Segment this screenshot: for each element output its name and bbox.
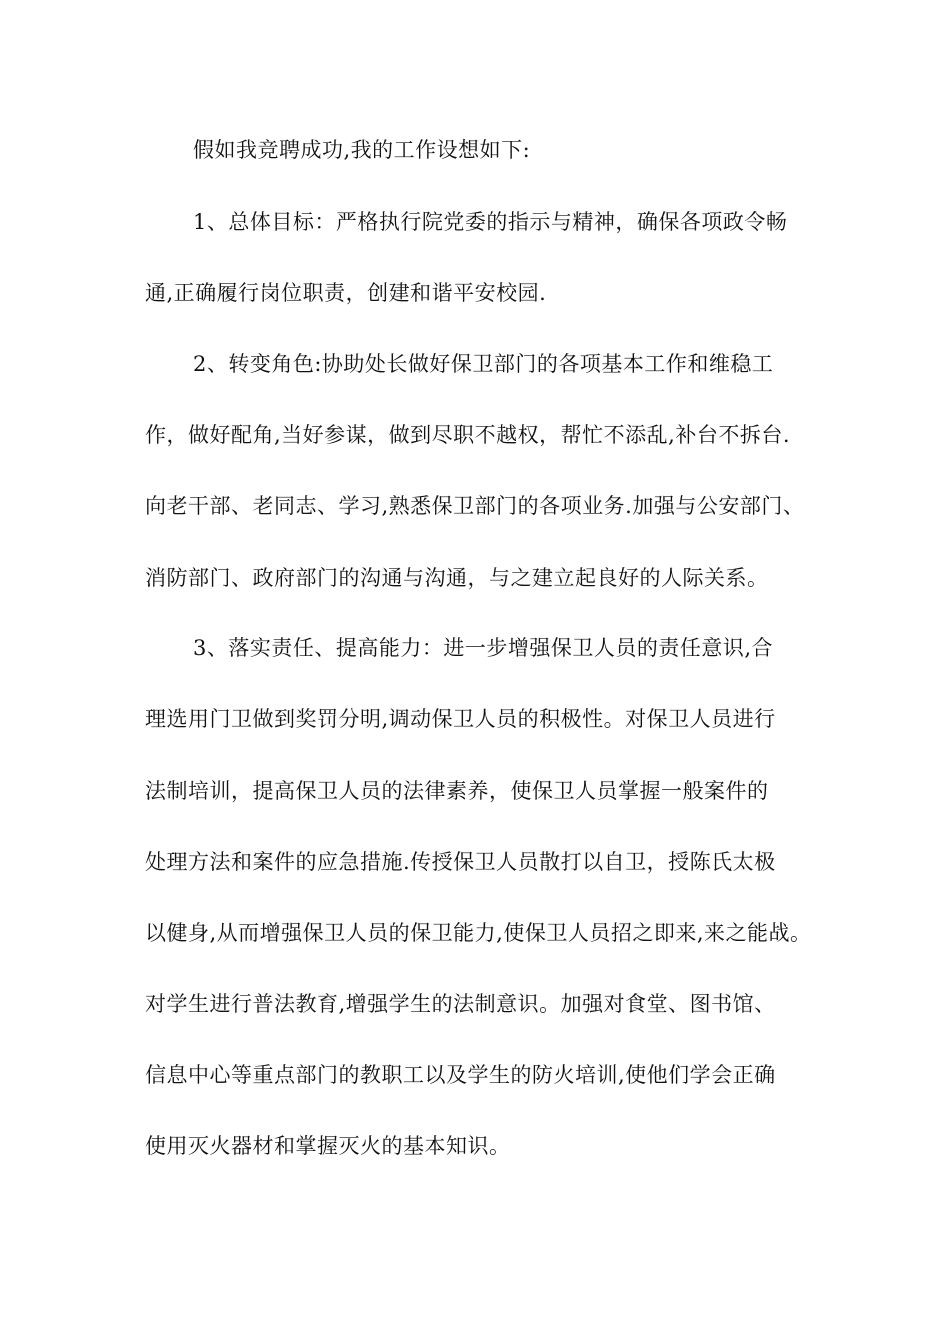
item-2-line-1: 2、转变角色:协助处长做好保卫部门的各项基本工作和维稳工 xyxy=(193,352,774,376)
intro-line: 假如我竞聘成功,我的工作设想如下: xyxy=(193,138,531,162)
item-2-line-4: 消防部门、政府部门的沟通与沟通，与之建立起良好的人际关系。 xyxy=(145,566,769,590)
item-1-line-2: 通,正确履行岗位职责，创建和谐平安校园. xyxy=(145,281,547,305)
item-3-line-2: 理选用门卫做到奖罚分明,调动保卫人员的积极性。对保卫人员进行 xyxy=(145,707,776,731)
item-3-line-5: 以健身,从而增强保卫人员的保卫能力,使保卫人员招之即来,来之能战。 xyxy=(145,921,812,945)
item-2-line-2: 作，做好配角,当好参谋，做到尽职不越权，帮忙不添乱,补台不拆台. xyxy=(145,423,791,447)
item-3-line-3: 法制培训，提高保卫人员的法律素养，使保卫人员掌握一般案件的 xyxy=(145,779,769,803)
item-3-line-6: 对学生进行普法教育,增强学生的法制意识。加强对食堂、图书馆、 xyxy=(145,992,776,1016)
item-2-line-3: 向老干部、老同志、学习,熟悉保卫部门的各项业务.加强与公安部门、 xyxy=(145,494,805,518)
item-3-line-8: 使用灭火器材和掌握灭火的基本知识。 xyxy=(145,1134,511,1158)
item-1-line-1: 1、总体目标：严格执行院党委的指示与精神，确保各项政令畅 xyxy=(193,210,788,234)
item-3-line-4: 处理方法和案件的应急措施.传授保卫人员散打以自卫，授陈氏太极 xyxy=(145,850,776,874)
item-3-line-1: 3、落实责任、提高能力：进一步增强保卫人员的责任意识,合 xyxy=(193,636,774,660)
item-3-line-7: 信息中心等重点部门的教职工以及学生的防火培训,使他们学会正确 xyxy=(145,1063,776,1087)
